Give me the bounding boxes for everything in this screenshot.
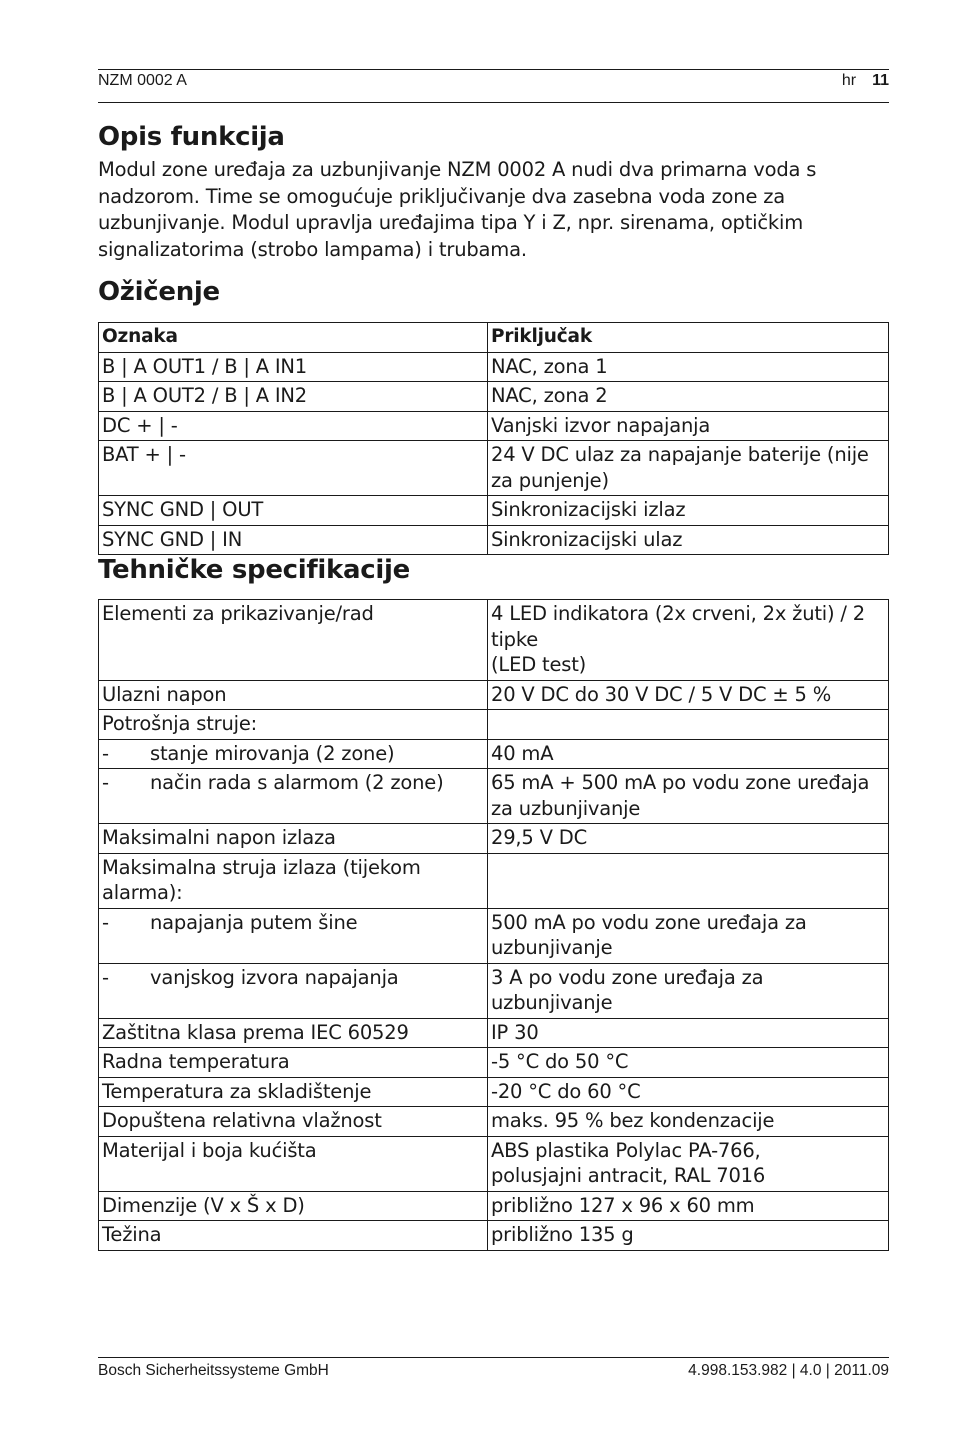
wiring-header-oznaka: Oznaka	[99, 323, 488, 353]
spec-value-line: -5 °C do 50 °C	[491, 1050, 629, 1073]
spec-cell-label	[99, 1221, 488, 1251]
spec-cell-value	[488, 1077, 889, 1107]
spec-label-text: Maksimalni napon izlaza	[102, 826, 336, 849]
spec-cell-value	[488, 908, 889, 963]
wiring-cell-oznaka: B | A OUT2 / B | A IN2	[99, 382, 488, 412]
spec-row	[99, 600, 889, 681]
spec-cell-label	[99, 1136, 488, 1191]
wiring-cell-prikljucak: NAC, zona 2	[488, 382, 889, 412]
footer-doc-info: 4.998.153.982 | 4.0 | 2011.09	[688, 1362, 889, 1379]
spec-cell-value	[488, 600, 889, 681]
spec-cell-label	[99, 963, 488, 1018]
spec-cell-value	[488, 1048, 889, 1078]
section-title-opis: Opis funkcija	[98, 122, 285, 152]
spec-value-line: 29,5 V DC	[491, 826, 587, 849]
spec-row	[99, 1077, 889, 1107]
spec-value-line: ABS plastika Polylac PA-766,	[491, 1138, 761, 1162]
spec-value-line: približno 135 g	[491, 1223, 634, 1246]
spec-cell-label	[99, 710, 488, 740]
spec-cell-value	[488, 1136, 889, 1191]
spec-value-line: maks. 95 % bez kondenzacije	[491, 1109, 775, 1132]
header-right	[842, 72, 889, 90]
spec-bullet-dash: -	[102, 910, 109, 934]
spec-row	[99, 824, 889, 854]
wiring-cell-oznaka: SYNC GND | IN	[99, 525, 488, 555]
wiring-header-prikljucak: Priključak	[488, 323, 889, 353]
spec-value-line	[491, 711, 885, 737]
section-title-ozicenje: Ožičenje	[98, 277, 220, 307]
footer-company: Bosch Sicherheitssysteme GmbH	[98, 1362, 329, 1379]
header-top-rule	[98, 69, 889, 70]
spec-bullet-dash: -	[102, 741, 109, 765]
spec-cell-label	[99, 600, 488, 681]
spec-cell-value	[488, 1221, 889, 1251]
spec-cell-label	[99, 1077, 488, 1107]
spec-cell-label	[99, 1048, 488, 1078]
spec-row	[99, 963, 889, 1018]
spec-value-line: (LED test)	[491, 653, 587, 676]
spec-value-line: približno 127 x 96 x 60 mm	[491, 1193, 755, 1217]
spec-row	[99, 1107, 889, 1137]
spec-row	[99, 1221, 889, 1251]
spec-label-text: Radna temperatura	[102, 1050, 290, 1073]
spec-table	[98, 599, 889, 1251]
header-bottom-rule	[98, 102, 889, 103]
spec-value-line: 20 V DC do 30 V DC / 5 V DC ± 5 %	[491, 682, 832, 706]
header-language: hr	[841, 72, 857, 89]
spec-cell-label	[99, 1107, 488, 1137]
spec-cell-value	[488, 680, 889, 710]
spec-cell-value	[488, 769, 889, 824]
wiring-cell-prikljucak: 24 V DC ulaz za napajanje baterije (nije za punjenje)	[488, 441, 889, 496]
spec-row	[99, 1136, 889, 1191]
wiring-row	[99, 352, 889, 382]
spec-label-text: Temperatura za skladištenje	[102, 1079, 372, 1103]
spec-value-line: 3 A po vodu zone uređaja za uzbunjivanje	[491, 965, 764, 1014]
spec-row	[99, 1048, 889, 1078]
spec-row	[99, 1191, 889, 1221]
spec-label-text: Materijal i boja kućišta	[102, 1138, 317, 1162]
wiring-table-body	[99, 323, 889, 555]
spec-cell-value	[488, 710, 889, 740]
spec-cell-value	[488, 824, 889, 854]
spec-bullet-dash: -	[102, 965, 109, 989]
spec-value-line: 40 mA	[491, 741, 554, 765]
spec-row	[99, 1018, 889, 1048]
wiring-cell-oznaka: B | A OUT1 / B | A IN1	[99, 352, 488, 382]
wiring-cell-prikljucak: Sinkronizacijski izlaz	[488, 496, 889, 526]
wiring-cell-prikljucak: Sinkronizacijski ulaz	[488, 525, 889, 555]
spec-cell-label	[99, 853, 488, 908]
spec-cell-value	[488, 853, 889, 908]
spec-label-text: Maksimalna struja izlaza (tijekom alarma):	[102, 855, 421, 904]
spec-row	[99, 680, 889, 710]
wiring-cell-oznaka: SYNC GND | OUT	[99, 496, 488, 526]
spec-row	[99, 853, 889, 908]
wiring-cell-prikljucak: Vanjski izvor napajanja	[488, 411, 889, 441]
wiring-table	[98, 322, 889, 555]
wiring-cell-oznaka: DC + | -	[99, 411, 488, 441]
spec-cell-label	[99, 1191, 488, 1221]
spec-row	[99, 739, 889, 769]
spec-label-text: Težina	[102, 1223, 162, 1246]
header-page-number: 11	[872, 72, 889, 89]
spec-cell-label	[99, 739, 488, 769]
spec-cell-value	[488, 739, 889, 769]
spec-cell-value	[488, 1018, 889, 1048]
spec-table-body	[99, 600, 889, 1251]
wiring-row	[99, 382, 889, 412]
spec-label-text: način rada s alarmom (2 zone)	[150, 771, 444, 794]
spec-row	[99, 710, 889, 740]
spec-row	[99, 908, 889, 963]
spec-cell-label	[99, 1018, 488, 1048]
spec-value-line: polusjajni antracit, RAL 7016	[491, 1164, 766, 1187]
wiring-row	[99, 525, 889, 555]
spec-label-text: napajanja putem šine	[150, 910, 358, 934]
spec-value-line: IP 30	[491, 1020, 539, 1044]
spec-value-line: -20 °C do 60 °C	[491, 1079, 641, 1103]
spec-label-text: Potrošnja struje:	[102, 712, 258, 735]
wiring-row	[99, 441, 889, 496]
wiring-header-row	[99, 323, 889, 353]
footer-rule	[98, 1357, 889, 1358]
wiring-cell-oznaka: BAT + | -	[99, 441, 488, 496]
spec-label-text: Zaštitna klasa prema IEC 60529	[102, 1020, 409, 1044]
section-title-specifikacije: Tehničke specifikacije	[98, 555, 410, 585]
spec-cell-value	[488, 1191, 889, 1221]
spec-value-line: 4 LED indikatora (2x crveni, 2x žuti) / 2 tipke	[491, 602, 866, 651]
spec-label-text: Dimenzije (V x Š x D)	[102, 1193, 305, 1217]
spec-row	[99, 769, 889, 824]
spec-label-text: stanje mirovanja (2 zone)	[150, 741, 395, 765]
spec-cell-label	[99, 824, 488, 854]
spec-label-text: Dopuštena relativna vlažnost	[102, 1109, 382, 1132]
spec-cell-value	[488, 963, 889, 1018]
spec-value-line: 65 mA + 500 mA po vodu zone uređaja za uzbunjivanje	[491, 771, 870, 820]
spec-value-line: 500 mA po vodu zone uređaja za uzbunjivanje	[491, 910, 807, 959]
spec-cell-label	[99, 908, 488, 963]
header-doc-code: NZM 0002 A	[98, 72, 187, 89]
spec-label-text: vanjskog izvora napajanja	[150, 965, 399, 989]
spec-cell-label	[99, 769, 488, 824]
wiring-cell-prikljucak: NAC, zona 1	[488, 352, 889, 382]
spec-label-text: Elementi za prikazivanje/rad	[102, 602, 374, 625]
section-text-opis: Modul zone uređaja za uzbunjivanje NZM 0002 A nudi dva primarna voda s nadzorom. Time se omogućuje priključivanje dva zasebna voda zone za uzbunjivanje. Modul upravlja uređajima tipa Y i Z, npr. sirenama, optičkim signalizatorima (strobo lampama) i trubama.	[98, 158, 817, 261]
spec-bullet-dash: -	[102, 771, 109, 794]
spec-cell-label	[99, 680, 488, 710]
spec-label-text: Ulazni napon	[102, 682, 227, 706]
spec-value-line	[491, 855, 885, 881]
spec-cell-value	[488, 1107, 889, 1137]
wiring-row	[99, 411, 889, 441]
wiring-row	[99, 496, 889, 526]
